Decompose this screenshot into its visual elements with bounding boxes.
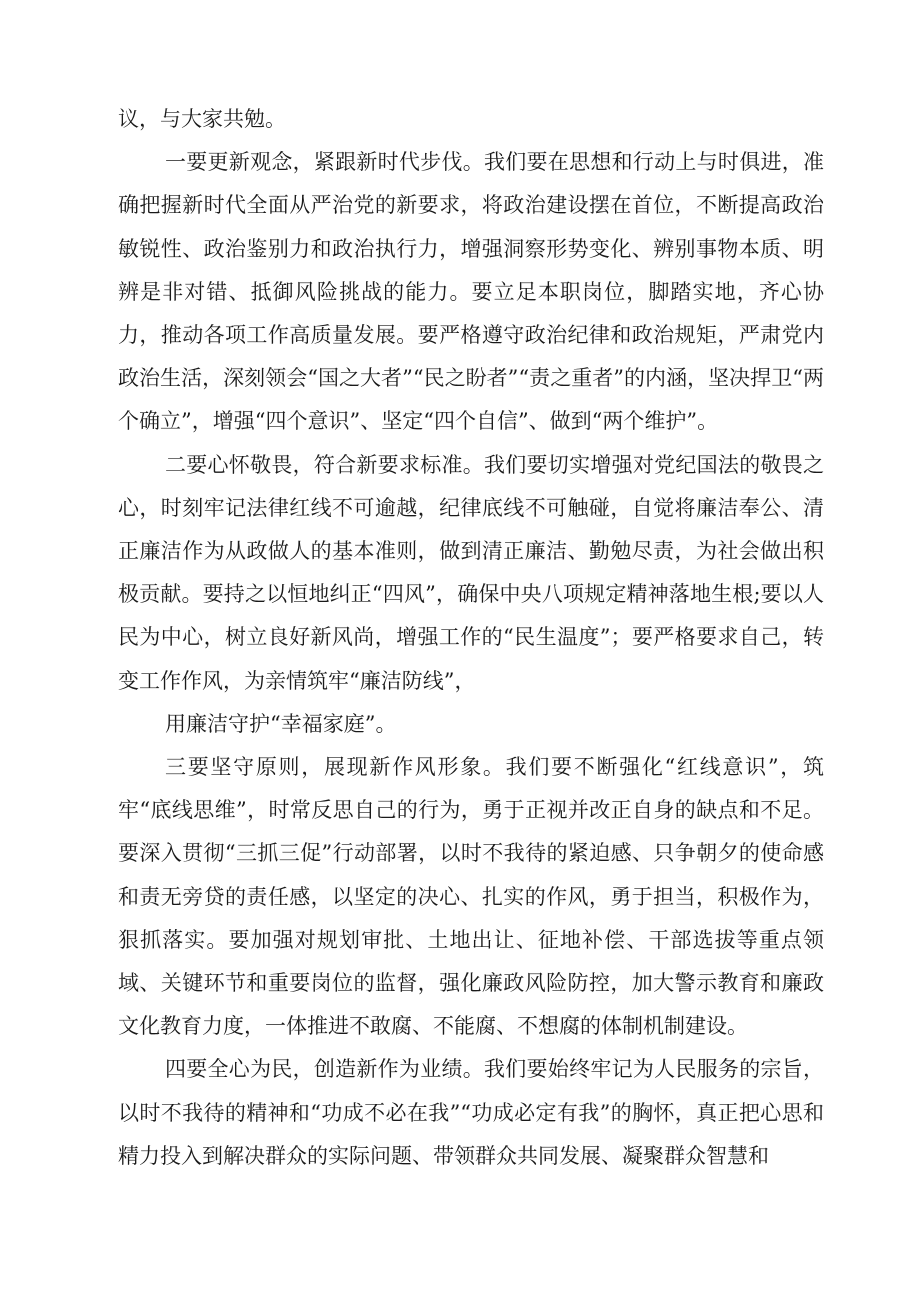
paragraph-fragment: 用廉洁守护“幸福家庭”。	[165, 711, 397, 736]
paragraph-point-two: 二要心怀敬畏，符合新要求标准。我们要切实增强对党纪国法的敬畏之心，时刻牢记法律红线不可逾越，纪律底线不可触碰，自觉将廉洁奉公、清正廉洁作为从政做人的基本准则，做到清正廉洁、勤勉尽责，为社会做出积极贡献。要持之以恒地纠正“四风”，确保中央八项规定精神落地生根;要以人民为中心，树立良好新风尚，增强工作的“民生温度”；要严格要求自己，转变工作作风，为亲情筑牢“廉洁防线”，	[118, 452, 824, 693]
paragraph-point-three: 三要坚守原则，展现新作风形象。我们要不断强化“红线意识”，筑牢“底线思维”，时常反思自己的行为，勇于正视并改正自身的缺点和不足。要深入贯彻“三抓三促”行动部署，以时不我待的紧迫感、只争朝夕的使命感和责无旁贷的责任感，以坚定的决心、扎实的作风，勇于担当，积极作为，狠抓落实。要加强对规划审批、土地出让、征地补偿、干部选拔等重点领域、关键环节和重要岗位的监督，强化廉政风险防控，加大警示教育和廉政文化教育力度，一体推进不敢腐、不能腐、不想腐的体制机制建设。	[118, 755, 824, 1039]
paragraph-point-one: 一要更新观念，紧跟新时代步伐。我们要在思想和行动上与时俱进，准确把握新时代全面从严治党的新要求，将政治建设摆在首位，不断提高政治敏锐性、政治鉴别力和政治执行力，增强洞察形势变化、辨别事物本质、明辨是非对错、抵御风险挑战的能力。要立足本职岗位，脚踏实地，齐心协力，推动各项工作高质量发展。要严格遵守政治纪律和政治规矩，严肃党内政治生活，深刻领会“国之大者”“民之盼者”“责之重者”的内涵，坚决捍卫“两个确立”，增强“四个意识”、坚定“四个自信”、做到“两个维护”。	[118, 150, 824, 434]
document-body	[118, 98, 824, 1178]
paragraph-continuation: 议，与大家共勉。	[118, 107, 286, 131]
paragraph-point-four: 四要全心为民，创造新作为业绩。我们要始终牢记为人民服务的宗旨，以时不我待的精神和“功成不必在我”“功成必定有我”的胸怀，真正把心思和精力投入到解决群众的实际问题、带领群众共同发展、凝聚群众智慧和	[118, 1057, 824, 1168]
